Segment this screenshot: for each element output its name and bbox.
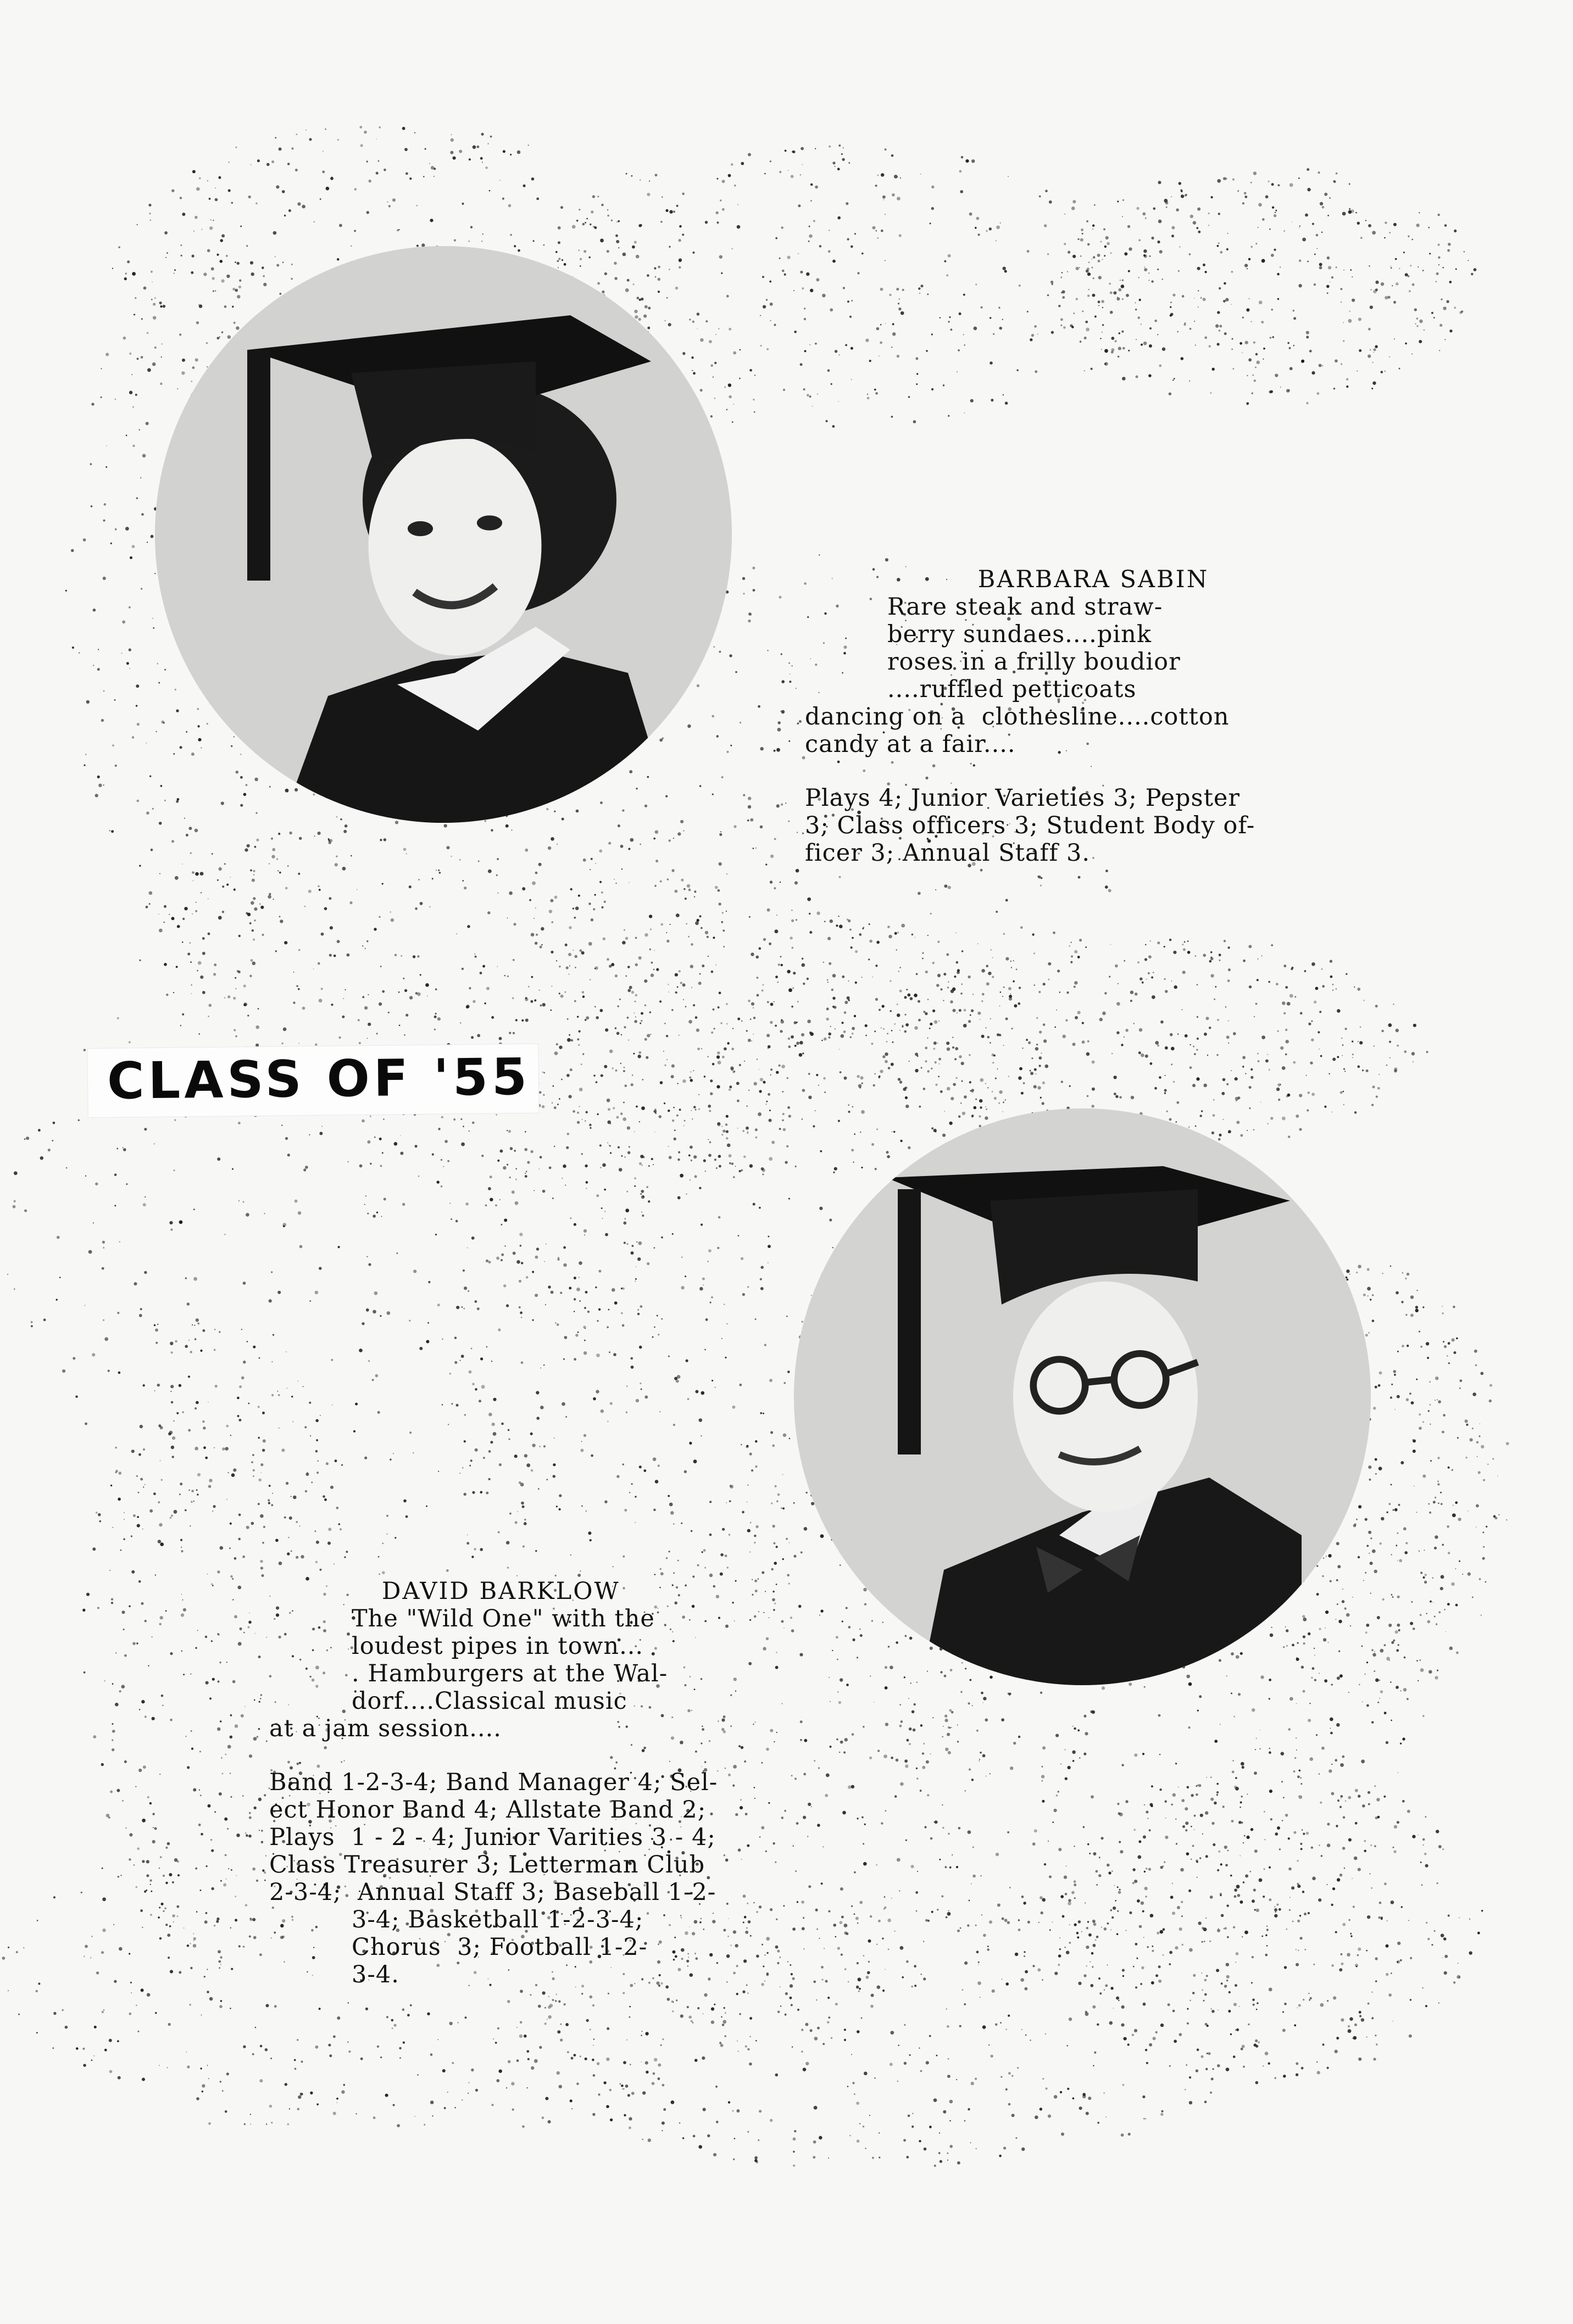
activity-line: ect Honor Band 4; Allstate Band 2; <box>269 1796 707 1824</box>
activity-line: 3-4. <box>352 1961 399 1988</box>
bio-line: dancing on a clothesline....cotton <box>805 703 1230 731</box>
activity-line: 3; Class officers 3; Student Body of- <box>805 812 1255 839</box>
student-name: DAVID BARKLOW <box>382 1578 620 1605</box>
bio-line: . Hamburgers at the Wal- <box>352 1660 668 1687</box>
activity-line: 2-3-4; Annual Staff 3; Baseball 1-2- <box>269 1879 716 1906</box>
bio-line: candy at a fair.... <box>805 731 1016 758</box>
bio-line: berry sundaes....pink <box>887 621 1152 648</box>
activity-line: Chorus 3; Football 1-2- <box>352 1933 648 1961</box>
student-activities <box>805 784 1316 867</box>
bio-line: ....ruffled petticoats <box>887 676 1137 703</box>
student-bio <box>269 1605 786 1742</box>
portrait-barbara-sabin <box>155 246 732 823</box>
activity-line: ficer 3; Annual Staff 3. <box>805 839 1091 867</box>
class-title: CLASS OF '55 <box>107 1047 531 1111</box>
barklow-caption <box>269 1578 786 1988</box>
bio-line: at a jam session.... <box>269 1715 502 1742</box>
portrait-david-barklow <box>794 1108 1371 1685</box>
activity-line: 3-4; Basketball 1-2-3-4; <box>352 1906 644 1933</box>
activity-line: Class Treasurer 3; Letterman Club <box>269 1851 705 1879</box>
bio-line: loudest pipes in town... <box>352 1632 644 1660</box>
student-activities <box>269 1769 786 1988</box>
student-name: BARBARA SABIN <box>977 566 1209 593</box>
activity-line: Band 1-2-3-4; Band Manager 4; Sel- <box>269 1769 718 1796</box>
bio-line: dorf....Classical music <box>352 1687 627 1715</box>
sabin-caption <box>805 566 1316 867</box>
bio-line: Rare steak and straw- <box>887 593 1163 621</box>
student-bio <box>805 593 1316 758</box>
bio-line: The "Wild One" with the <box>352 1605 655 1632</box>
bio-line: roses in a frilly boudior <box>887 648 1181 676</box>
activity-line: Plays 1 - 2 - 4; Junior Varities 3 - 4; <box>269 1824 716 1851</box>
activity-line: Plays 4; Junior Varieties 3; Pepster <box>805 784 1240 812</box>
class-banner <box>87 1044 538 1118</box>
